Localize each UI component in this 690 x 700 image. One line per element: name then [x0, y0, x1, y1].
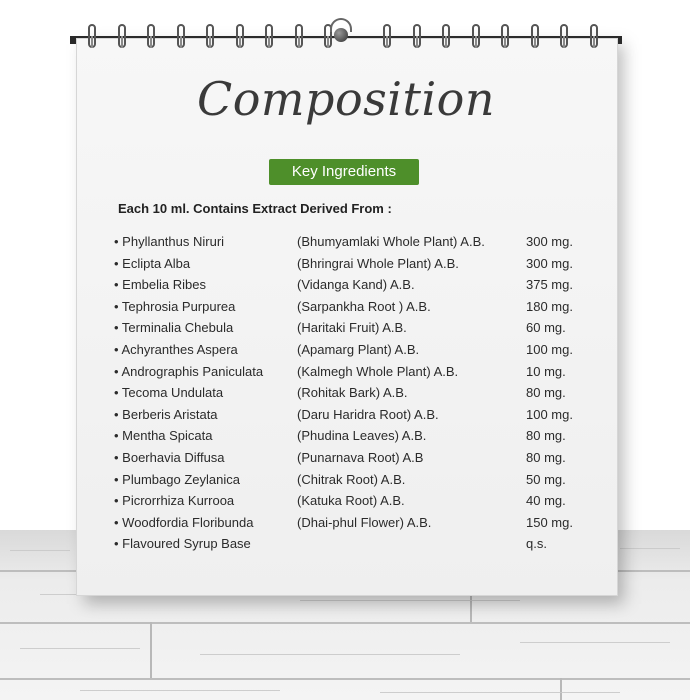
wood-grain [10, 550, 70, 551]
ingredient-source: (Apamarg Plant) A.B. [297, 341, 420, 357]
ingredient-source: (Kalmegh Whole Plant) A.B. [297, 363, 459, 379]
ingredient-row [114, 450, 604, 472]
ingredient-list [114, 234, 604, 558]
wood-grain [520, 642, 670, 643]
ingredient-row [114, 428, 604, 450]
spiral-ring [472, 24, 480, 48]
spiral-ring [118, 24, 126, 48]
ingredient-name: • Phyllanthus Niruri [114, 234, 225, 249]
spiral-ring [413, 24, 421, 48]
spiral-ring [383, 24, 391, 48]
composition-intro: Each 10 ml. Contains Extract Derived From : [118, 201, 392, 216]
ingredient-name: • Mentha Spicata [114, 428, 213, 444]
table-seam [150, 622, 152, 678]
wood-grain [20, 648, 140, 649]
spiral-ring [177, 24, 185, 48]
spiral-ring [236, 24, 244, 48]
ingredient-name: • Plumbago Zeylanica [114, 471, 240, 487]
ingredient-quantity: 300 mg. [526, 255, 573, 271]
wood-grain [80, 690, 280, 691]
ingredient-row [114, 407, 604, 429]
ingredient-source: (Chitrak Root) A.B. [297, 471, 406, 487]
ingredient-name: • Tephrosia Purpurea [114, 298, 236, 314]
ingredient-row [114, 536, 604, 558]
ingredient-row [114, 320, 604, 342]
ingredient-name: • Berberis Aristata [114, 406, 218, 422]
table-plank-line [0, 622, 690, 624]
ingredient-row [114, 342, 604, 364]
ingredient-quantity: 10 mg. [526, 363, 566, 379]
ingredient-name: • Andrographis Paniculata [114, 363, 264, 379]
ingredient-source: (Dhai-phul Flower) A.B. [297, 514, 432, 530]
ingredient-name: • Picrorrhiza Kurrooa [114, 493, 235, 509]
ingredient-source: (Rohitak Bark) A.B. [297, 385, 408, 401]
ingredient-name: • Eclipta Alba [114, 255, 191, 271]
ingredient-row [114, 364, 604, 386]
ingredient-row [114, 234, 604, 256]
spiral-ring [265, 24, 273, 48]
ingredient-quantity: 80 mg. [526, 385, 566, 401]
ingredient-source: (Bhumyamlaki Whole Plant) A.B. [297, 234, 485, 249]
ingredient-row [114, 299, 604, 321]
ingredient-source: (Punarnava Root) A.B [297, 449, 424, 465]
ingredient-row [114, 493, 604, 515]
ingredient-source: (Katuka Root) A.B. [297, 493, 405, 509]
wood-grain [200, 654, 460, 655]
ingredient-quantity: 50 mg. [526, 471, 566, 487]
ingredient-row [114, 256, 604, 278]
wood-grain [620, 548, 680, 549]
spiral-ring [560, 24, 568, 48]
table-plank-line [0, 678, 690, 680]
spiral-ring [442, 24, 450, 48]
ingredient-quantity: 150 mg. [526, 514, 573, 530]
ingredient-row [114, 472, 604, 494]
ingredient-source: (Bhringrai Whole Plant) A.B. [297, 255, 459, 271]
ingredient-row [114, 385, 604, 407]
ingredient-quantity: 375 mg. [526, 277, 573, 293]
ingredient-name: • Flavoured Syrup Base [114, 536, 251, 552]
ingredient-source: (Daru Haridra Root) A.B. [297, 406, 439, 422]
key-ingredients-badge: Key Ingredients [269, 159, 419, 185]
spiral-ring [206, 24, 214, 48]
spiral-ring [590, 24, 598, 48]
page-title: Composition [197, 72, 495, 126]
spiral-ring [295, 24, 303, 48]
ingredient-name: • Embelia Ribes [114, 277, 206, 293]
spiral-ring [501, 24, 509, 48]
ingredient-name: • Achyranthes Aspera [114, 341, 238, 357]
spiral-ring [531, 24, 539, 48]
table-seam [560, 678, 562, 700]
ingredient-source: (Haritaki Fruit) A.B. [297, 320, 407, 336]
wood-grain [380, 692, 620, 693]
ingredient-quantity: q.s. [526, 536, 547, 552]
ingredient-source: (Sarpankha Root ) A.B. [297, 298, 431, 314]
ingredient-quantity: 100 mg. [526, 406, 573, 422]
spiral-ring [147, 24, 155, 48]
ingredient-row [114, 277, 604, 299]
ingredient-quantity: 80 mg. [526, 428, 566, 444]
ingredient-quantity: 80 mg. [526, 449, 566, 465]
ingredient-quantity: 180 mg. [526, 298, 573, 314]
ingredient-quantity: 300 mg. [526, 234, 573, 249]
ingredient-quantity: 40 mg. [526, 493, 566, 509]
ingredient-name: • Terminalia Chebula [114, 320, 234, 336]
ingredient-name: • Boerhavia Diffusa [114, 449, 225, 465]
ingredient-source: (Phudina Leaves) A.B. [297, 428, 427, 444]
ingredient-row [114, 515, 604, 537]
hanger-hook-icon [334, 28, 348, 42]
ingredient-source: (Vidanga Kand) A.B. [297, 277, 415, 293]
spiral-ring [88, 24, 96, 48]
ingredient-name: • Woodfordia Floribunda [114, 514, 254, 530]
ingredient-name: • Tecoma Undulata [114, 385, 224, 401]
ingredient-quantity: 60 mg. [526, 320, 566, 336]
ingredient-quantity: 100 mg. [526, 341, 573, 357]
